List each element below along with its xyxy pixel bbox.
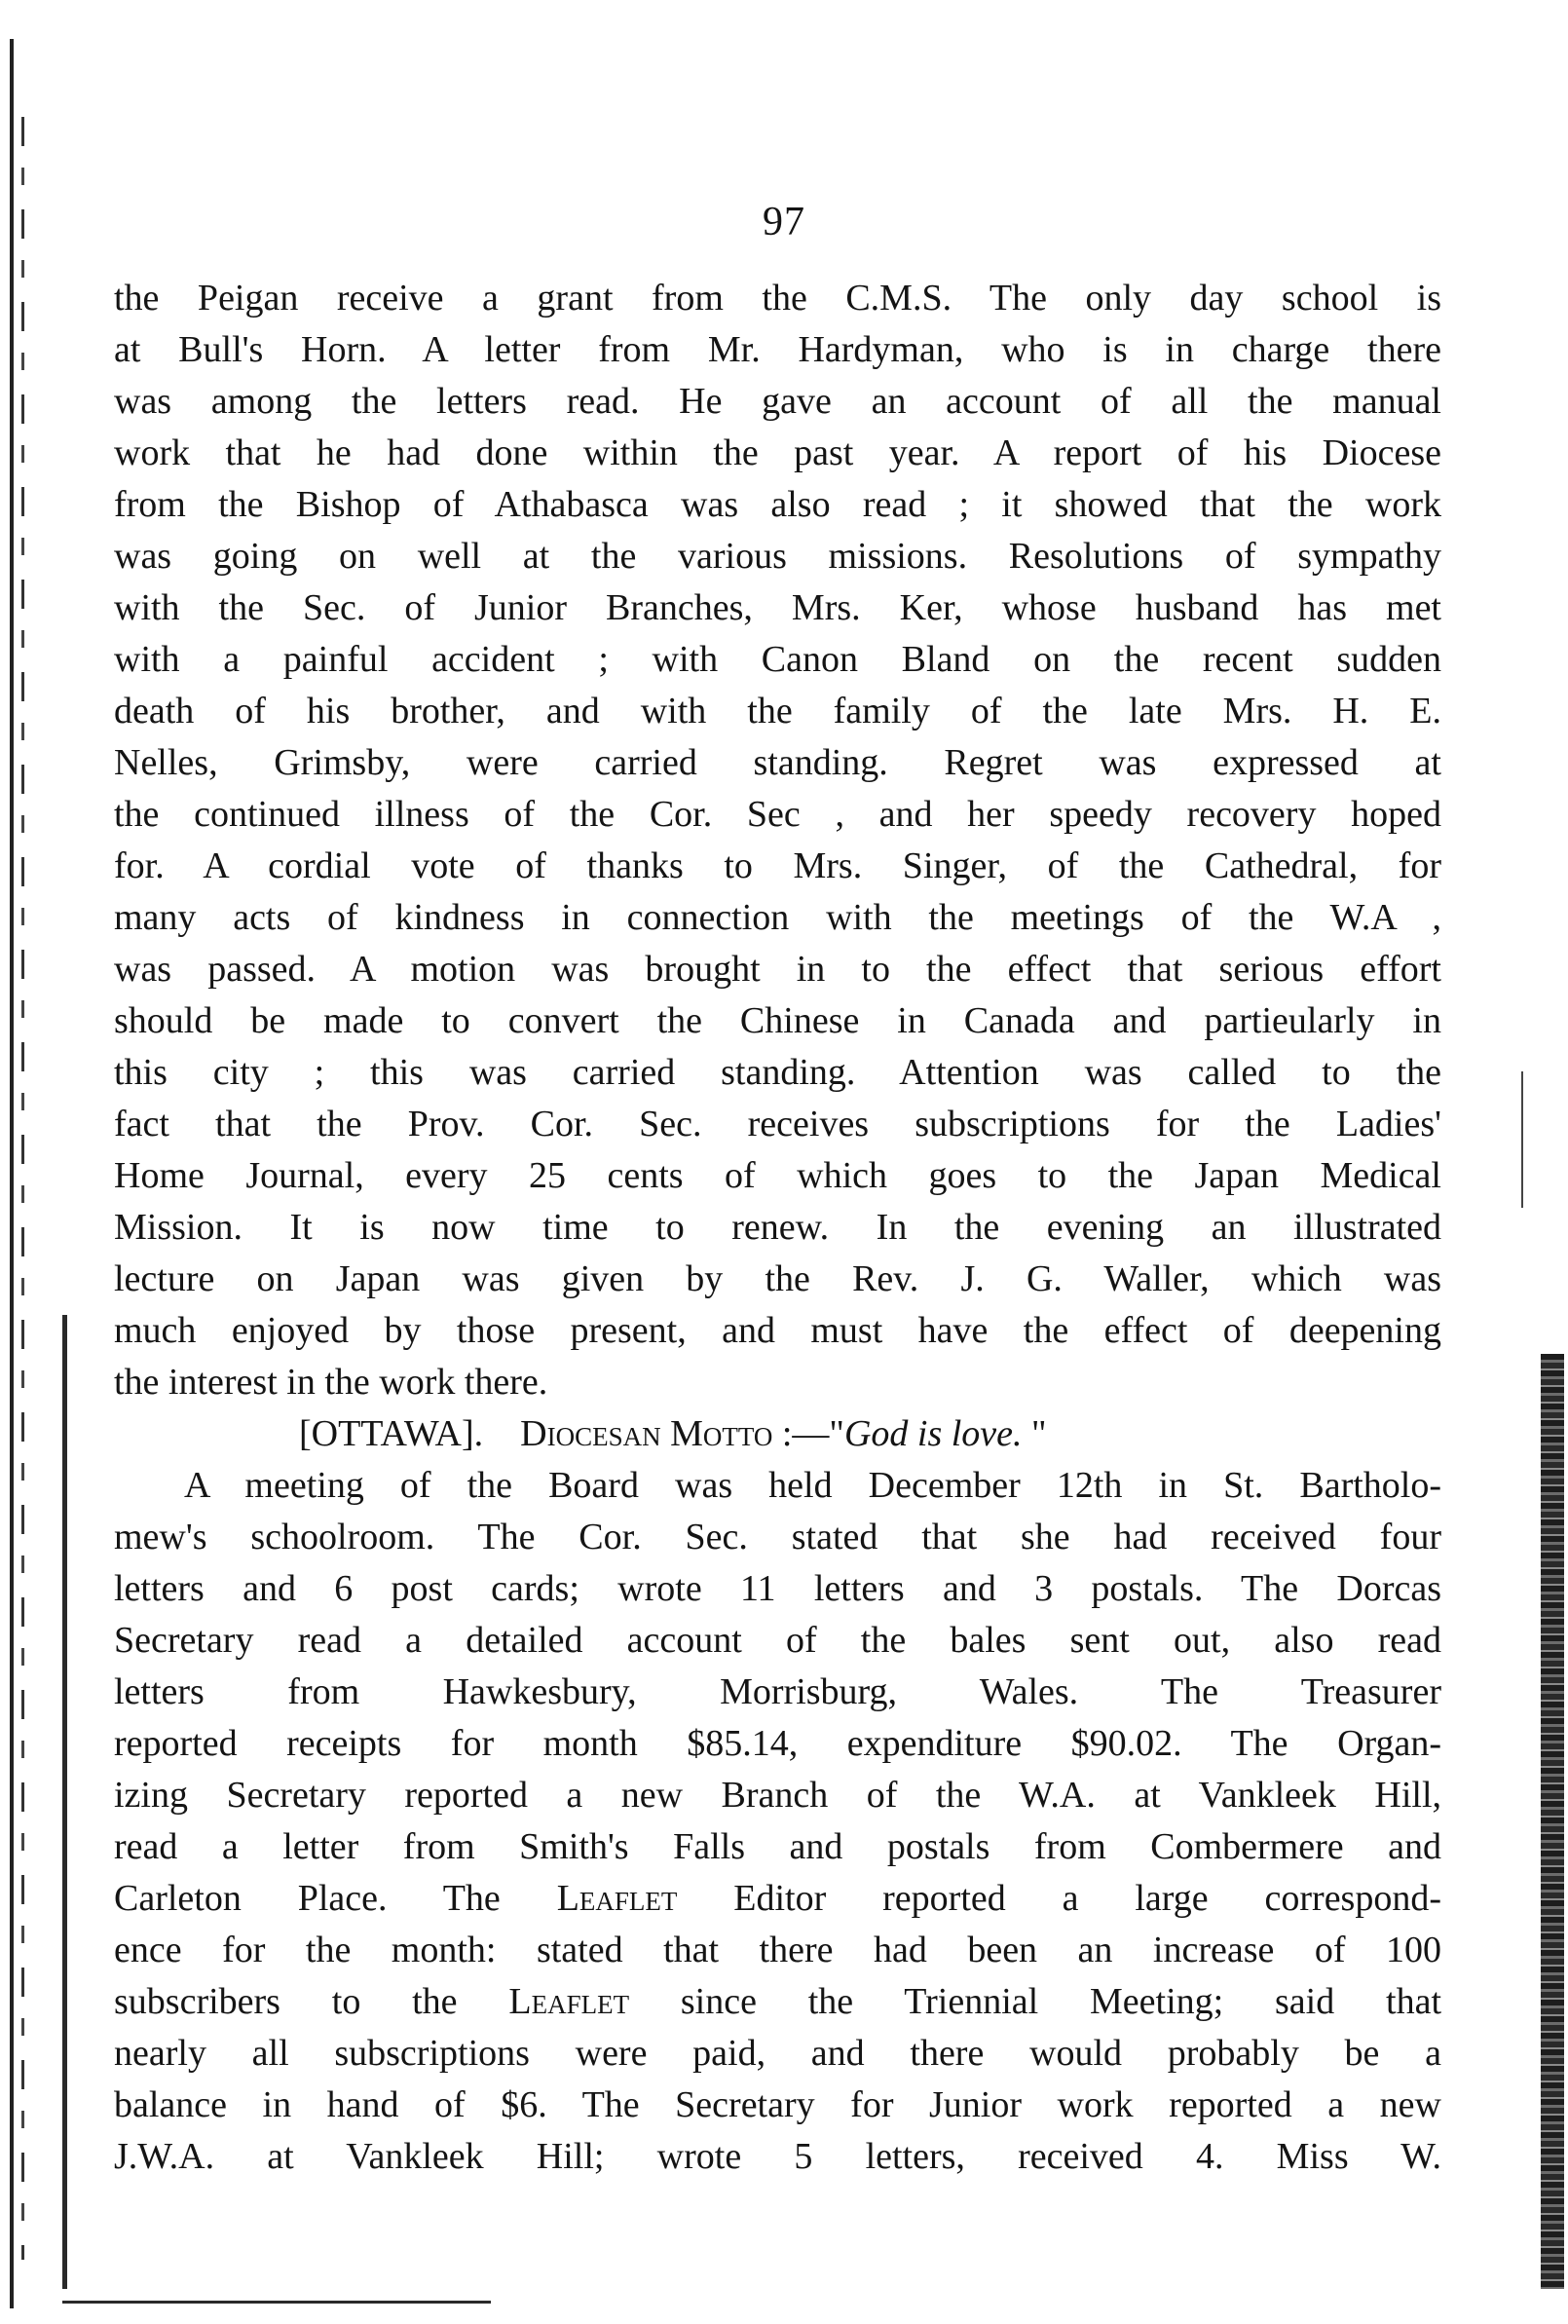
motto-text: God is love. <box>843 1413 1023 1454</box>
leaflet-title: Leaflet <box>556 1878 678 1919</box>
text-segment: subscribers to the <box>114 1981 509 2022</box>
text-line: work that he had done within the past year. A report of his Diocese <box>114 432 1441 473</box>
text-line: much enjoyed by those present, and must have the effect of deepening <box>114 1310 1441 1351</box>
leaflet-title: Leaflet <box>508 1981 630 2022</box>
text-line: Mission. It is now time to renew. In the evening an illustrated <box>114 1207 1441 1248</box>
text-line: at Bull's Horn. A letter from Mr. Hardyman, who is in charge there <box>114 329 1441 370</box>
text-line <box>114 1873 1441 1925</box>
text-line: Home Journal, every 25 cents of which goes to the Japan Medical <box>114 1155 1441 1196</box>
motto-label: Diocesan Motto :—" <box>520 1413 844 1454</box>
text-line: the continued illness of the Cor. Sec , and her speedy recovery hoped <box>114 794 1441 835</box>
text-segment: Carleton Place. The <box>114 1878 557 1919</box>
text-line: from the Bishop of Athabasca was also read ; it showed that the work <box>114 484 1441 525</box>
text-line: read a letter from Smith's Falls and postals from Combermere and <box>114 1826 1441 1867</box>
text-line: many acts of kindness in connection with the meetings of the W.A , <box>114 897 1441 938</box>
text-line: letters from Hawkesbury, Morrisburg, Wales. The Treasurer <box>114 1671 1441 1712</box>
text-line: Secretary read a detailed account of the bales sent out, also read <box>114 1620 1441 1661</box>
text-line: with the Sec. of Junior Branches, Mrs. Ker, whose husband has met <box>114 587 1441 628</box>
text-line: the interest in the work there. <box>114 1362 548 1403</box>
text-line: was passed. A motion was brought in to the effect that serious effort <box>114 949 1441 990</box>
text-line: balance in hand of $6. The Secretary for Junior work reported a new <box>114 2084 1441 2125</box>
text-line: mew's schoolroom. The Cor. Sec. stated that she had received four <box>114 1517 1441 1557</box>
binding-edge-marks <box>21 117 24 2260</box>
text-line: ence for the month: stated that there had been an increase of 100 <box>114 1930 1441 1970</box>
text-line: letters and 6 post cards; wrote 11 letters and 3 postals. The Dorcas <box>114 1568 1441 1609</box>
text-line: for. A cordial vote of thanks to Mrs. Singer, of the Cathedral, for <box>114 845 1441 886</box>
text-line: was among the letters read. He gave an account of all the manual <box>114 381 1441 422</box>
page-number: 97 <box>763 200 805 244</box>
paragraph-ottawa-board <box>114 1460 1441 2183</box>
text-line: the Peigan receive a grant from the C.M.S. The only day school is <box>114 278 1441 319</box>
body-text <box>114 273 1441 2183</box>
text-line: fact that the Prov. Cor. Sec. receives subscriptions for the Ladies' <box>114 1104 1441 1144</box>
text-line: with a painful accident ; with Canon Bland on the recent sudden <box>114 639 1441 680</box>
text-segment: since the Triennial Meeting; said that <box>629 1981 1442 2022</box>
text-line: J.W.A. at Vankleek Hill; wrote 5 letters, received 4. Miss W. <box>114 2136 1441 2177</box>
text-line: A meeting of the Board was held December 12th in St. Bartholo- <box>184 1465 1441 1506</box>
motto-close: " <box>1022 1413 1047 1454</box>
text-line: Nelles, Grimsby, were carried standing. Regret was expressed at <box>114 742 1441 783</box>
text-segment: Editor reported a large correspond- <box>677 1878 1442 1919</box>
text-line: should be made to convert the Chinese in Canada and partieularly in <box>114 1000 1441 1041</box>
text-line: izing Secretary reported a new Branch of the W.A. at Vankleek Hill, <box>114 1775 1441 1816</box>
paragraph-peigan <box>114 273 1441 1408</box>
text-line: nearly all subscriptions were paid, and there would probably be a <box>114 2033 1441 2074</box>
text-line: lecture on Japan was given by the Rev. J. G. Waller, which was <box>114 1258 1441 1299</box>
diocese-name: [OTTAWA]. <box>299 1413 484 1454</box>
bottom-rule <box>62 2301 491 2304</box>
left-margin-rule <box>62 1315 67 2289</box>
right-margin-mark <box>1521 1071 1523 1208</box>
right-edge-shadow <box>1541 1354 1564 2289</box>
text-line: reported receipts for month $85.14, expenditure $90.02. The Organ- <box>114 1723 1441 1764</box>
text-line: this city ; this was carried standing. Attention was called to the <box>114 1052 1441 1093</box>
text-line: death of his brother, and with the family of the late Mrs. H. E. <box>114 691 1441 731</box>
binding-edge-shadow <box>10 39 14 2308</box>
text-line <box>114 1976 1441 2028</box>
section-heading-ottawa <box>114 1408 1441 1460</box>
text-line: was going on well at the various missions. Resolutions of sympathy <box>114 536 1441 577</box>
